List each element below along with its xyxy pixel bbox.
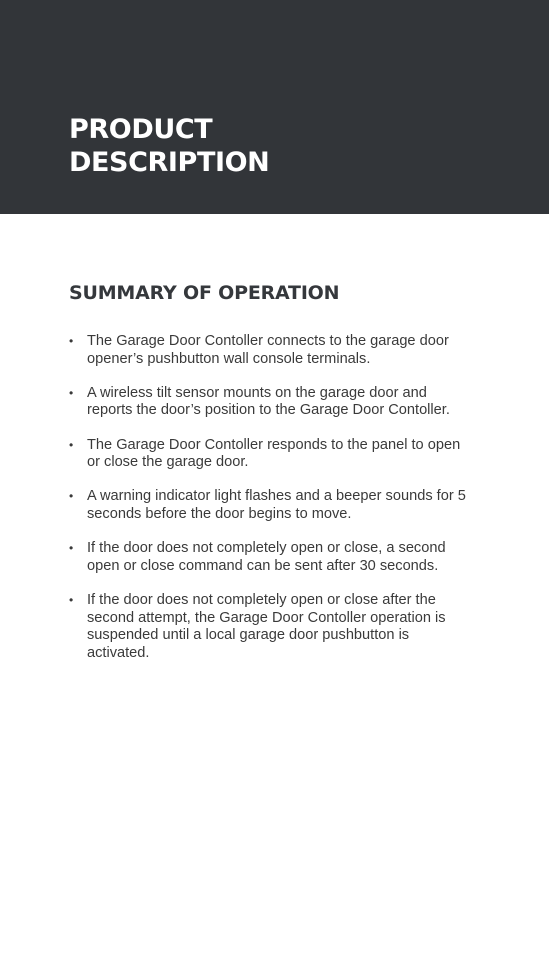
list-item-text: A wireless tilt sensor mounts on the garage door and reports the door’s position to the Garage Door Contoller. [87,384,450,419]
bullet-icon: • [69,489,74,504]
section-title: SUMMARY OF OPERATION [69,282,340,304]
header-banner [0,0,549,214]
bullet-icon: • [69,541,74,556]
list-item [69,385,469,420]
list-item-text: If the door does not completely open or close after the second attempt, the Garage Door Contoller operation is suspended until a local garage door pushbutton is activated. [87,591,446,661]
list-item [69,592,469,662]
bullet-icon: • [69,385,74,400]
bullet-icon: • [69,437,74,452]
page-title-line-2: DESCRIPTION [69,147,270,178]
list-item-text: A warning indicator light flashes and a beeper sounds for 5 seconds before the door begins to move. [87,488,466,522]
operation-list [69,333,469,662]
bullet-icon: • [69,592,74,607]
main-content [0,214,469,662]
list-item [69,437,469,472]
list-item [69,540,469,575]
list-item-text: If the door does not completely open or close, a second open or close command can be sent after 30 seconds. [87,540,446,574]
page-title [69,113,269,179]
list-item-text: The Garage Door Contoller responds to the panel to open or close the garage door. [87,436,461,471]
page-title-line-1: PRODUCT [69,114,213,145]
list-item [69,488,469,523]
list-item [69,333,469,368]
bullet-icon: • [69,334,74,348]
list-item-text: The Garage Door Contoller connects to the garage door opener’s pushbutton wall console terminals. [87,333,449,367]
